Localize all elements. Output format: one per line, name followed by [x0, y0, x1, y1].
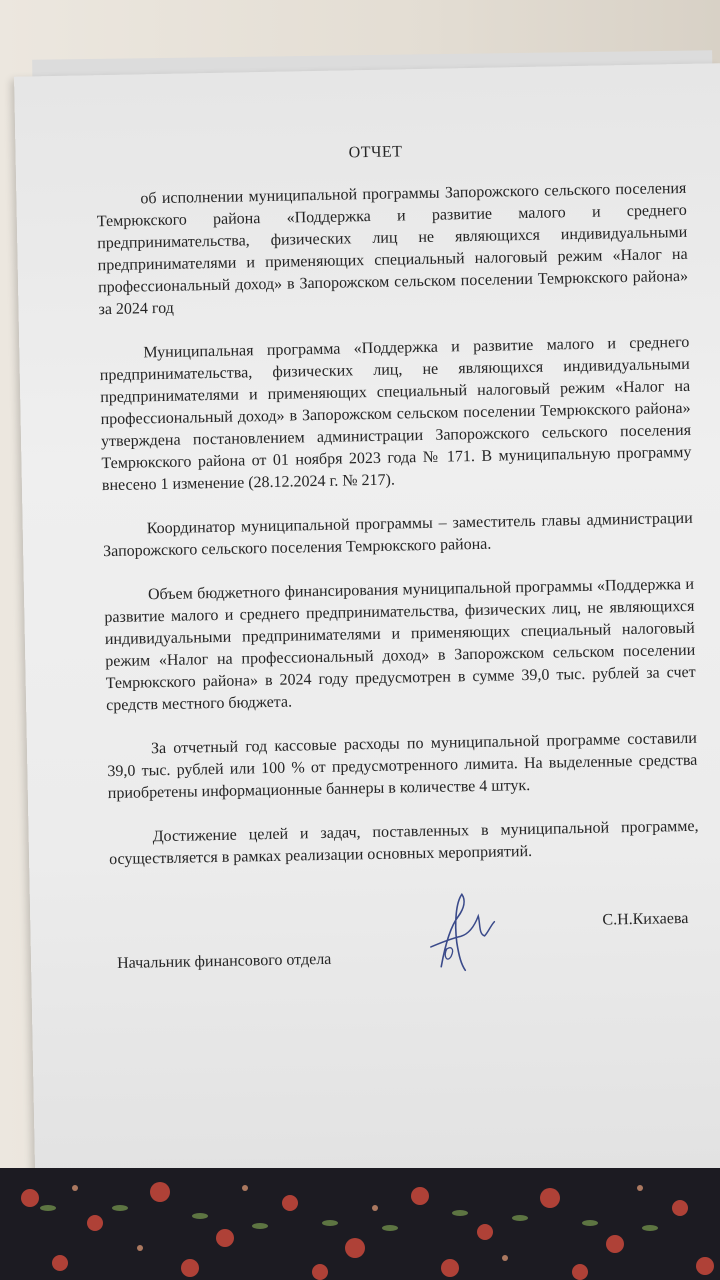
paragraph-coordinator: Координатор муниципальной программы – заместитель главы администрации Запорожского сельского поселения Темрюкского района. — [103, 509, 693, 561]
signatory-name: С.Н.Кихаева — [602, 909, 689, 929]
paragraph-program-approval: Муниципальная программа «Поддержка и развитие малого и среднего предпринимательства, физических лиц, не являющихся индивидуальными предпринимателями и применяющих специальный налоговый режим «Налог на профессиональный доход» в Запорожском сельском поселении Темрюкского района» утверждена постановлением администрации Запорожского сельского поселения Темрюкского района от 01 ноября 2023 года № 171. В муниципальную программу внесено 1 изменение (28.12.2024 г. № 217). — [99, 333, 692, 495]
document-title: ОТЧЕТ — [348, 143, 403, 162]
paragraph-expenses: За отчетный год кассовые расходы по муниципальной программе составили 39,0 тыс. рублей или 100 % от предусмотренного лимита. На выделенные средства приобретены информационные баннеры в количестве 4 штук. — [107, 729, 698, 803]
paragraph-goals: Достижение целей и задач, поставленных в муниципальной программе, осуществляется в рамках реализации основных мероприятий. — [108, 817, 699, 869]
paragraph-budget-volume: Объем бюджетного финансирования муниципальной программы «Поддержка и развитие малого и среднего предпринимательства, физических лиц, не являющихся индивидуальными предпринимателями и применяющих специальный налоговый режим «Налог на профессиональный доход» в Запорожском сельском поселении Темрюкского района» в 2024 году предусмотрен в сумме 39,0 тыс. рублей за счет средств местного бюджета. — [104, 575, 696, 715]
paragraph-subject: об исполнении муниципальной программы Запорожского сельского поселения Темрюкского района «Поддержка и развитие малого и среднего предпринимательства, физических лиц не являющихся индивидуальными предпринимателями и применяющих специальный налоговый режим «Налог на профессиональный доход» в Запорожском сельском поселении Темрюкского района» за 2024 год — [96, 179, 689, 319]
signatory-role: Начальник финансового отдела — [116, 950, 332, 972]
handwritten-signature — [420, 886, 502, 978]
document-content — [95, 136, 701, 999]
floral-fabric — [0, 1168, 720, 1280]
document-page — [14, 63, 720, 1186]
signature-block — [110, 908, 701, 999]
floral-pattern — [0, 1168, 720, 1280]
